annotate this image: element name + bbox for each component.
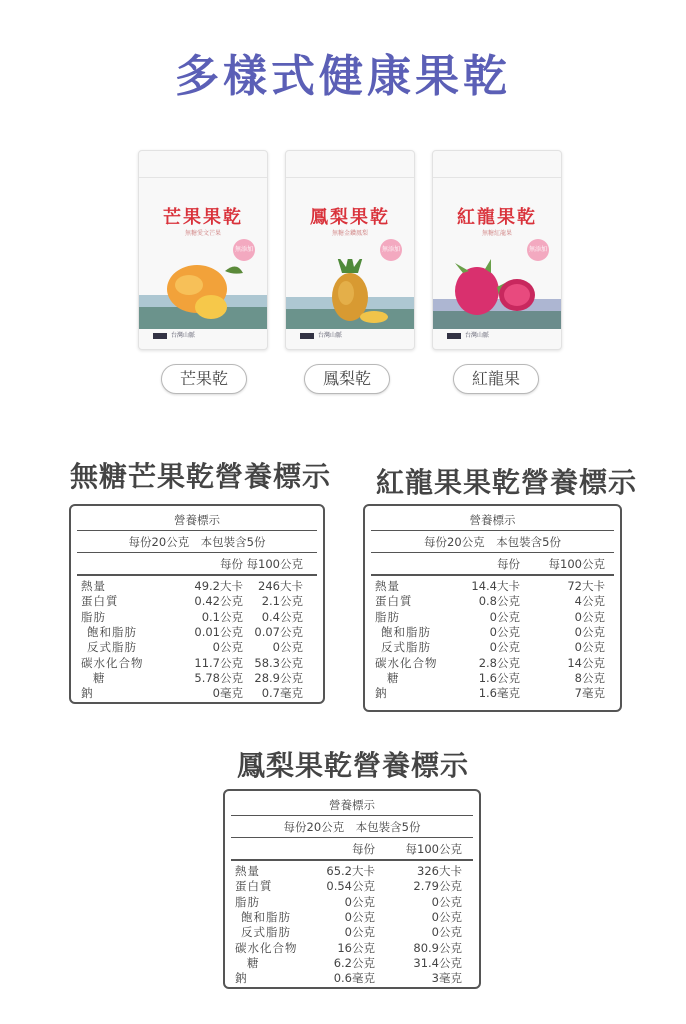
value-per-serving: 16公克 [337,940,375,955]
value-per-serving: 1.6毫克 [478,686,520,701]
divider [371,530,614,531]
value-per-100g: 0公克 [272,640,303,655]
product-label-pineapple: 鳳梨乾 [304,364,390,394]
nutrient-name: 鈉 [375,686,388,701]
dragonfruit-illustration [433,259,561,329]
dragonfruit-nutrition-table [363,504,622,712]
value-per-100g: 0.07公克 [254,624,303,639]
value-per-100g: 0公克 [431,894,462,909]
mango-package-image: 芒果果乾 無糖愛文芒果 無添加 台灣山脈 [138,150,268,350]
product-label-mango: 芒果乾 [161,364,247,394]
serving-info: 每份20公克 本包裝含5份 [424,535,561,549]
value-per-100g: 0公克 [431,909,462,924]
value-per-100g: 2.79公克 [413,879,462,894]
mango-illustration [139,259,267,329]
divider [231,815,473,816]
nutrient-name: 飽和脂肪 [241,909,291,924]
mango-nutrition-table [69,504,325,704]
value-per-serving: 0公克 [489,609,520,624]
value-per-serving: 49.2大卡 [194,579,243,593]
nutrient-name: 熱量 [375,579,400,593]
value-per-100g: 2.1公克 [261,594,303,609]
value-per-serving: 0.42公克 [194,594,243,609]
value-per-100g: 28.9公克 [254,670,303,685]
value-per-100g: 80.9公克 [413,940,462,955]
serving-info: 每份20公克 本包裝含5份 [283,820,421,834]
bag-name-pineapple: 鳳梨果乾 [310,207,390,228]
dragonfruit-package-image: 紅龍果乾 無糖紅龍果 無添加 台灣山脈 [432,150,562,350]
nutrient-name: 脂肪 [235,894,260,909]
nutrition-label-title: 營養標示 [174,513,220,527]
value-per-serving: 0.8公克 [478,594,520,609]
value-per-serving: 1.6公克 [478,670,520,685]
value-per-100g: 0公克 [574,609,605,624]
divider [77,552,317,553]
value-per-100g: 0公克 [431,925,462,940]
column-header-per-100g: 每100公克 [405,842,462,856]
nutrient-name: 蛋白質 [235,879,273,894]
serving-info: 每份20公克 本包裝含5份 [128,535,266,549]
value-per-100g: 0公克 [574,624,605,639]
value-per-serving: 0公克 [212,640,243,655]
nutrient-name: 熱量 [81,579,106,593]
nutrient-name: 蛋白質 [81,594,119,609]
value-per-serving: 0.54公克 [326,879,375,894]
value-per-serving: 2.8公克 [478,655,520,670]
value-per-serving: 0公克 [344,909,375,924]
nutrient-name: 碳水化合物 [235,940,298,955]
nutrient-name: 糖 [93,670,106,685]
dragonfruit-nutrition-heading: 紅龍果果乾營養標示 [376,466,638,499]
nutrient-name: 糖 [247,955,260,970]
value-per-100g: 326大卡 [417,864,462,878]
bag-name-dragonfruit: 紅龍果乾 [457,207,537,228]
value-per-100g: 0.4公克 [261,609,303,624]
value-per-serving: 0.1公克 [201,609,243,624]
nutrient-name: 反式脂肪 [87,640,137,655]
pineapple-nutrition-table [223,789,481,989]
value-per-100g: 3毫克 [431,971,462,986]
page-title: 多樣式健康果乾 [175,51,511,102]
value-per-serving: 0公克 [344,925,375,940]
nutrient-name: 碳水化合物 [375,655,438,670]
divider [231,859,473,861]
nutrient-name: 碳水化合物 [81,655,144,670]
column-header-per-serving: 每份 [352,842,375,856]
nutrient-name: 反式脂肪 [241,925,291,940]
badge-icon: 無添加 [380,239,402,261]
bag-name-mango: 芒果果乾 [163,207,243,228]
value-per-serving: 14.4大卡 [471,579,520,593]
divider [371,574,614,576]
divider [371,552,614,553]
nutrient-name: 飽和脂肪 [87,624,137,639]
value-per-serving: 0.01公克 [194,624,243,639]
value-per-serving: 5.78公克 [194,670,243,685]
value-per-serving: 0公克 [489,640,520,655]
mango-nutrition-heading: 無糖芒果乾營養標示 [70,460,332,493]
badge-icon: 無添加 [527,239,549,261]
value-per-100g: 31.4公克 [413,955,462,970]
value-per-serving: 11.7公克 [194,655,243,670]
divider [231,837,473,838]
value-per-100g: 4公克 [574,594,605,609]
nutrient-name: 脂肪 [375,609,400,624]
value-per-100g: 246大卡 [258,579,303,593]
value-per-100g: 0.7毫克 [261,686,303,701]
nutrition-label-title: 營養標示 [329,798,375,812]
value-per-serving: 0毫克 [212,686,243,701]
pineapple-package-image: 鳳梨果乾 無糖金鑽鳳梨 無添加 台灣山脈 [285,150,415,350]
value-per-serving: 0.6毫克 [333,971,375,986]
column-header-per-serving: 每份 [220,557,243,571]
value-per-100g: 8公克 [574,670,605,685]
nutrient-name: 蛋白質 [375,594,413,609]
nutrition-label-title: 營養標示 [469,513,516,527]
value-per-100g: 7毫克 [574,686,605,701]
pineapple-nutrition-heading: 鳳梨果乾營養標示 [237,749,470,782]
pineapple-illustration [286,259,414,329]
nutrient-name: 飽和脂肪 [381,624,431,639]
value-per-100g: 14公克 [567,655,605,670]
nutrient-name: 糖 [387,670,400,685]
value-per-100g: 58.3公克 [254,655,303,670]
divider [77,530,317,531]
value-per-serving: 65.2大卡 [326,864,375,878]
nutrient-name: 脂肪 [81,609,106,624]
value-per-100g: 0公克 [574,640,605,655]
product-label-dragonfruit: 紅龍果 [453,364,539,394]
nutrient-name: 鈉 [235,971,248,986]
column-header-per-100g: 每100公克 [548,557,605,571]
value-per-serving: 0公克 [344,894,375,909]
value-per-serving: 0公克 [489,624,520,639]
nutrient-name: 反式脂肪 [381,640,431,655]
value-per-serving: 6.2公克 [333,955,375,970]
divider [77,574,317,576]
column-header-per-100g: 每100公克 [246,557,303,571]
nutrient-name: 鈉 [81,686,94,701]
value-per-100g: 72大卡 [567,579,605,593]
column-header-per-serving: 每份 [497,557,520,571]
badge-icon: 無添加 [233,239,255,261]
nutrient-name: 熱量 [235,864,260,878]
